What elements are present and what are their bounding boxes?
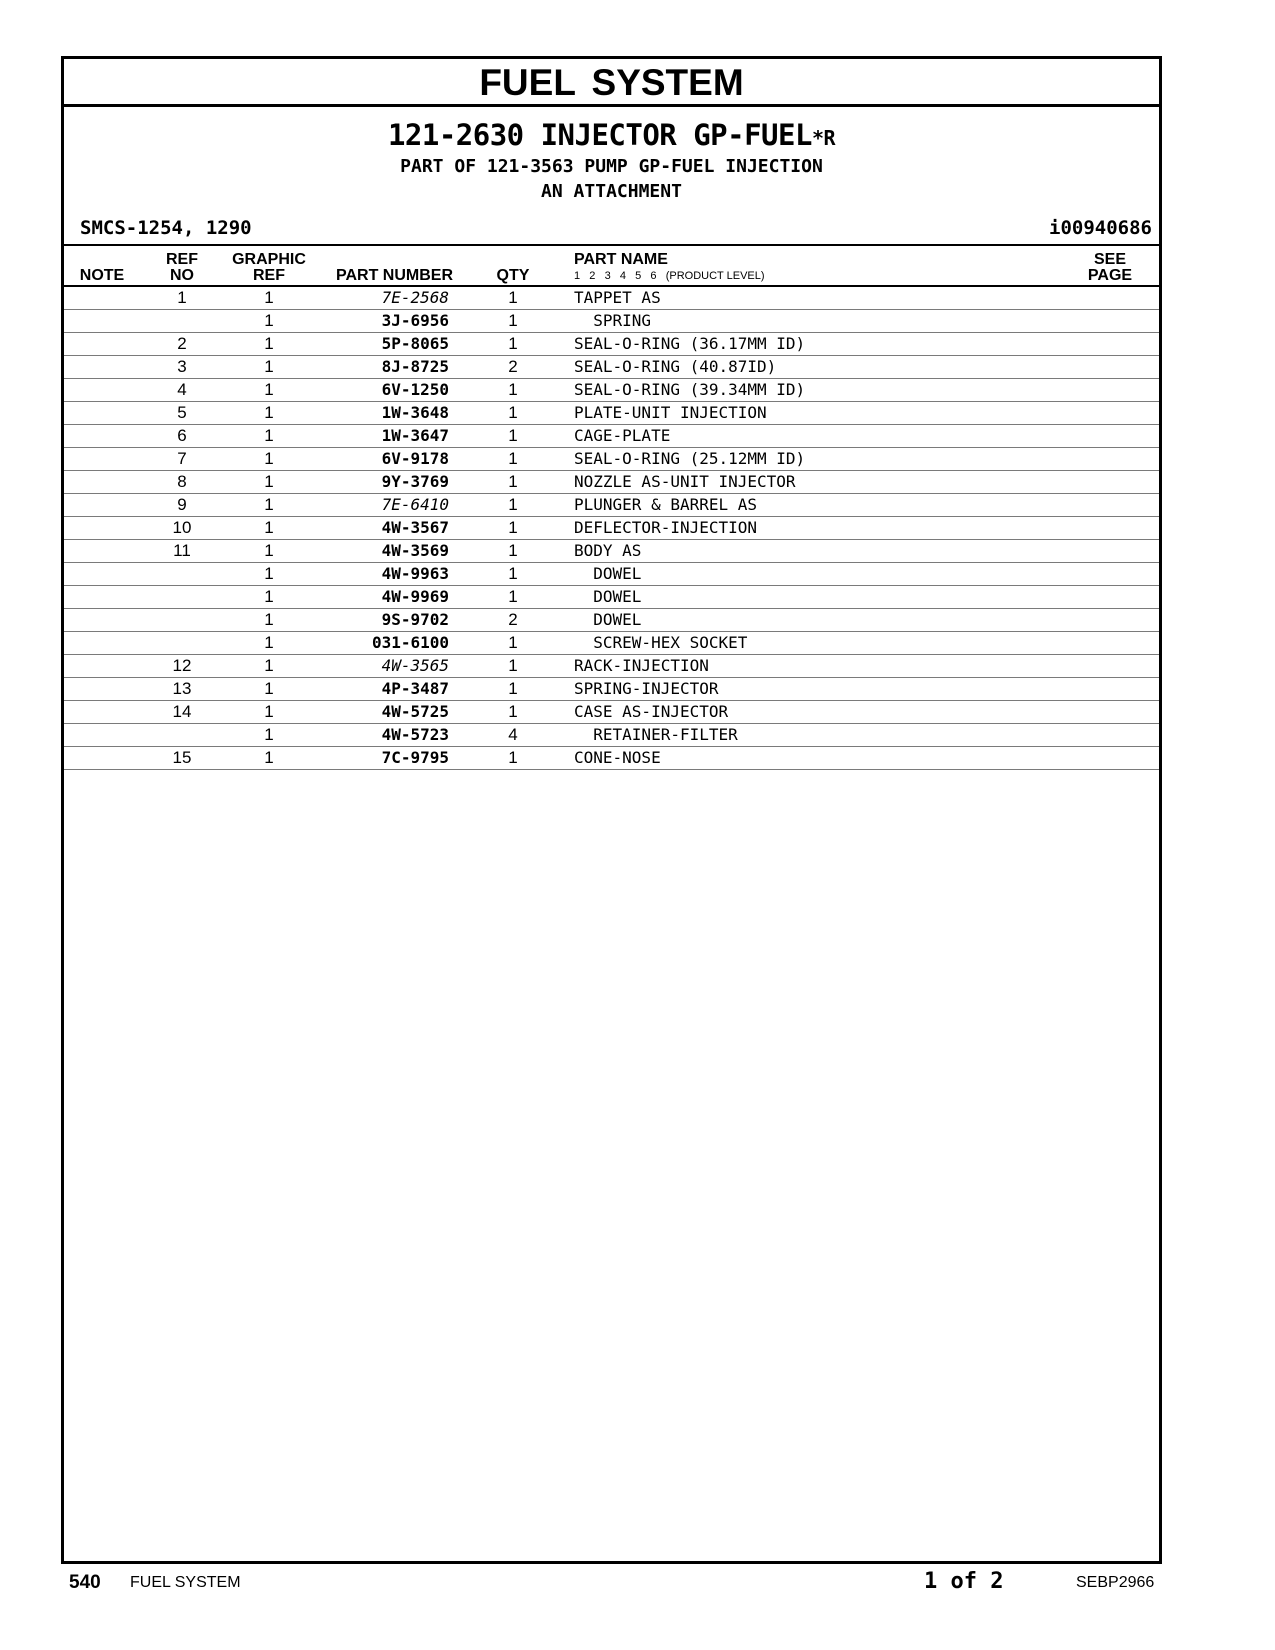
graphic-ref-cell: 1 bbox=[224, 747, 314, 770]
table-row bbox=[64, 402, 1159, 425]
qty-cell: 1 bbox=[463, 425, 563, 448]
note-cell bbox=[64, 655, 140, 678]
part-name-cell: CAGE-PLATE bbox=[563, 425, 1061, 448]
table-row bbox=[64, 310, 1159, 333]
note-cell bbox=[64, 356, 140, 379]
see-page-cell bbox=[1061, 632, 1159, 655]
part-number-cell: 7C-9795 bbox=[314, 747, 463, 770]
group-title-text: 121-2630 INJECTOR GP-FUEL bbox=[387, 118, 812, 152]
graphic-ref-cell: 1 bbox=[224, 517, 314, 540]
part-number-cell: 7E-2568 bbox=[314, 286, 463, 310]
part-name-label: PART NAME bbox=[574, 251, 668, 268]
qty-cell: 1 bbox=[463, 471, 563, 494]
qty-cell: 1 bbox=[463, 563, 563, 586]
part-number-cell: 1W-3648 bbox=[314, 402, 463, 425]
part-name-cell: SPRING bbox=[563, 310, 1061, 333]
graphic-ref-cell: 1 bbox=[224, 402, 314, 425]
header-note: NOTE bbox=[64, 245, 140, 286]
qty-cell: 1 bbox=[463, 517, 563, 540]
attachment-line: AN ATTACHMENT bbox=[541, 181, 682, 202]
table-row bbox=[64, 609, 1159, 632]
publication-number: SEBP2966 bbox=[1076, 1574, 1155, 1591]
part-number-cell: 5P-8065 bbox=[314, 333, 463, 356]
qty-cell: 2 bbox=[463, 609, 563, 632]
graphic-ref-cell: 1 bbox=[224, 701, 314, 724]
see-page-cell bbox=[1061, 379, 1159, 402]
part-number-cell: 6V-9178 bbox=[314, 448, 463, 471]
part-name-cell: SEAL-O-RING (39.34MM ID) bbox=[563, 379, 1061, 402]
part-name-cell: DEFLECTOR-INJECTION bbox=[563, 517, 1061, 540]
see-page-cell bbox=[1061, 586, 1159, 609]
parts-table-body bbox=[64, 286, 1159, 770]
note-cell bbox=[64, 310, 140, 333]
smcs-row bbox=[64, 214, 1159, 244]
graphic-ref-cell: 1 bbox=[224, 609, 314, 632]
note-cell bbox=[64, 402, 140, 425]
part-name-cell: SEAL-O-RING (40.87ID) bbox=[563, 356, 1061, 379]
table-row bbox=[64, 563, 1159, 586]
page-frame bbox=[61, 56, 1162, 1564]
ref-no-cell: 12 bbox=[140, 655, 224, 678]
part-number-cell: 031-6100 bbox=[314, 632, 463, 655]
part-name-cell: PLATE-UNIT INJECTION bbox=[563, 402, 1061, 425]
part-number-cell: 9Y-3769 bbox=[314, 471, 463, 494]
ref-no-cell: 6 bbox=[140, 425, 224, 448]
qty-cell: 1 bbox=[463, 586, 563, 609]
header-graphic-ref: GRAPHIC REF bbox=[224, 245, 314, 286]
part-number-cell: 4W-5725 bbox=[314, 701, 463, 724]
ref-no-cell: 15 bbox=[140, 747, 224, 770]
table-row bbox=[64, 632, 1159, 655]
part-name-cell: RACK-INJECTION bbox=[563, 655, 1061, 678]
graphic-ref-cell: 1 bbox=[224, 333, 314, 356]
part-number-cell: 3J-6956 bbox=[314, 310, 463, 333]
part-name-cell: SEAL-O-RING (36.17MM ID) bbox=[563, 333, 1061, 356]
note-cell bbox=[64, 724, 140, 747]
part-name-cell: TAPPET AS bbox=[563, 286, 1061, 310]
see-page-cell bbox=[1061, 333, 1159, 356]
part-number-cell: 4W-3569 bbox=[314, 540, 463, 563]
see-page-cell bbox=[1061, 655, 1159, 678]
group-title-suffix: *R bbox=[811, 126, 836, 150]
qty-cell: 1 bbox=[463, 655, 563, 678]
table-row bbox=[64, 333, 1159, 356]
ref-no-cell bbox=[140, 310, 224, 333]
header-qty: QTY bbox=[463, 245, 563, 286]
header-part-name bbox=[563, 245, 1061, 286]
see-page-cell bbox=[1061, 494, 1159, 517]
part-name-cell: BODY AS bbox=[563, 540, 1061, 563]
note-cell bbox=[64, 379, 140, 402]
note-cell bbox=[64, 333, 140, 356]
part-name-cell: CASE AS-INJECTOR bbox=[563, 701, 1061, 724]
part-name-cell: DOWEL bbox=[563, 586, 1061, 609]
see-page-cell bbox=[1061, 609, 1159, 632]
see-page-cell bbox=[1061, 356, 1159, 379]
table-row bbox=[64, 517, 1159, 540]
qty-cell: 2 bbox=[463, 356, 563, 379]
part-name-cell: RETAINER-FILTER bbox=[563, 724, 1061, 747]
table-row bbox=[64, 448, 1159, 471]
ref-no-cell bbox=[140, 563, 224, 586]
section-title: FUEL SYSTEM bbox=[64, 59, 1159, 107]
qty-cell: 1 bbox=[463, 333, 563, 356]
part-name-cell: DOWEL bbox=[563, 609, 1061, 632]
qty-cell: 1 bbox=[463, 448, 563, 471]
part-number-cell: 9S-9702 bbox=[314, 609, 463, 632]
graphic-ref-cell: 1 bbox=[224, 310, 314, 333]
see-page-cell bbox=[1061, 724, 1159, 747]
graphic-ref-cell: 1 bbox=[224, 586, 314, 609]
qty-cell: 4 bbox=[463, 724, 563, 747]
note-cell bbox=[64, 517, 140, 540]
part-number-cell: 7E-6410 bbox=[314, 494, 463, 517]
ref-no-cell: 8 bbox=[140, 471, 224, 494]
see-page-cell bbox=[1061, 402, 1159, 425]
note-cell bbox=[64, 425, 140, 448]
qty-cell: 1 bbox=[463, 540, 563, 563]
sheet-indicator: 1 of 2 bbox=[924, 1569, 1004, 1594]
see-page-cell bbox=[1061, 678, 1159, 701]
page-number: 540 bbox=[69, 1572, 101, 1593]
graphic-ref-cell: 1 bbox=[224, 448, 314, 471]
qty-cell: 1 bbox=[463, 632, 563, 655]
note-cell bbox=[64, 609, 140, 632]
parts-table-header bbox=[64, 245, 1159, 286]
part-number-cell: 4P-3487 bbox=[314, 678, 463, 701]
note-cell bbox=[64, 471, 140, 494]
header-part-number: PART NUMBER bbox=[314, 245, 463, 286]
ref-no-cell: 4 bbox=[140, 379, 224, 402]
see-page-cell bbox=[1061, 448, 1159, 471]
table-row bbox=[64, 540, 1159, 563]
part-name-cell: SEAL-O-RING (25.12MM ID) bbox=[563, 448, 1061, 471]
part-number-cell: 4W-9963 bbox=[314, 563, 463, 586]
ref-no-cell: 1 bbox=[140, 286, 224, 310]
part-number-cell: 6V-1250 bbox=[314, 379, 463, 402]
graphic-ref-cell: 1 bbox=[224, 655, 314, 678]
graphic-ref-cell: 1 bbox=[224, 724, 314, 747]
qty-cell: 1 bbox=[463, 286, 563, 310]
see-page-cell bbox=[1061, 701, 1159, 724]
see-page-cell bbox=[1061, 517, 1159, 540]
parts-table bbox=[64, 244, 1159, 770]
table-row bbox=[64, 425, 1159, 448]
ref-no-cell: 13 bbox=[140, 678, 224, 701]
part-number-cell: 1W-3647 bbox=[314, 425, 463, 448]
qty-cell: 1 bbox=[463, 402, 563, 425]
note-cell bbox=[64, 494, 140, 517]
graphic-ref-cell: 1 bbox=[224, 632, 314, 655]
ref-no-cell bbox=[140, 632, 224, 655]
see-page-cell bbox=[1061, 286, 1159, 310]
smcs-code: SMCS-1254, 1290 bbox=[80, 217, 252, 239]
part-number-cell: 4W-3567 bbox=[314, 517, 463, 540]
table-row bbox=[64, 286, 1159, 310]
graphic-ref-cell: 1 bbox=[224, 678, 314, 701]
note-cell bbox=[64, 701, 140, 724]
qty-cell: 1 bbox=[463, 310, 563, 333]
product-level-scale: 1 2 3 4 5 6 (PRODUCT LEVEL) bbox=[574, 270, 765, 282]
ref-no-cell bbox=[140, 586, 224, 609]
ref-no-cell bbox=[140, 724, 224, 747]
table-row bbox=[64, 494, 1159, 517]
table-row bbox=[64, 724, 1159, 747]
qty-cell: 1 bbox=[463, 678, 563, 701]
qty-cell: 1 bbox=[463, 379, 563, 402]
note-cell bbox=[64, 540, 140, 563]
part-name-cell: SPRING-INJECTOR bbox=[563, 678, 1061, 701]
part-number-cell: 4W-9969 bbox=[314, 586, 463, 609]
ref-no-cell: 11 bbox=[140, 540, 224, 563]
graphic-ref-cell: 1 bbox=[224, 494, 314, 517]
ref-no-cell bbox=[140, 609, 224, 632]
header-ref-no: REF NO bbox=[140, 245, 224, 286]
header-see-page: SEE PAGE bbox=[1061, 245, 1159, 286]
ref-no-cell: 2 bbox=[140, 333, 224, 356]
qty-cell: 1 bbox=[463, 494, 563, 517]
graphic-ref-cell: 1 bbox=[224, 425, 314, 448]
note-cell bbox=[64, 632, 140, 655]
ref-no-cell: 14 bbox=[140, 701, 224, 724]
table-row bbox=[64, 655, 1159, 678]
table-row bbox=[64, 471, 1159, 494]
group-title bbox=[64, 119, 1159, 154]
note-cell bbox=[64, 563, 140, 586]
ref-no-cell: 9 bbox=[140, 494, 224, 517]
table-row bbox=[64, 356, 1159, 379]
part-number-cell: 4W-5723 bbox=[314, 724, 463, 747]
part-name-cell: SCREW-HEX SOCKET bbox=[563, 632, 1061, 655]
see-page-cell bbox=[1061, 310, 1159, 333]
table-row bbox=[64, 586, 1159, 609]
graphic-ref-cell: 1 bbox=[224, 471, 314, 494]
note-cell bbox=[64, 286, 140, 310]
table-row bbox=[64, 701, 1159, 724]
part-name-cell: CONE-NOSE bbox=[563, 747, 1061, 770]
graphic-ref-cell: 1 bbox=[224, 379, 314, 402]
ref-no-cell: 3 bbox=[140, 356, 224, 379]
part-number-cell: 8J-8725 bbox=[314, 356, 463, 379]
note-cell bbox=[64, 448, 140, 471]
graphic-ref-cell: 1 bbox=[224, 540, 314, 563]
graphic-ref-cell: 1 bbox=[224, 563, 314, 586]
see-page-cell bbox=[1061, 563, 1159, 586]
part-name-cell: NOZZLE AS-UNIT INJECTOR bbox=[563, 471, 1061, 494]
qty-cell: 1 bbox=[463, 747, 563, 770]
see-page-cell bbox=[1061, 471, 1159, 494]
part-name-cell: PLUNGER & BARREL AS bbox=[563, 494, 1061, 517]
see-page-cell bbox=[1061, 540, 1159, 563]
page-footer bbox=[0, 1568, 1275, 1608]
qty-cell: 1 bbox=[463, 701, 563, 724]
ref-no-cell: 5 bbox=[140, 402, 224, 425]
graphic-ref-cell: 1 bbox=[224, 286, 314, 310]
see-page-cell bbox=[1061, 425, 1159, 448]
footer-section: FUEL SYSTEM bbox=[130, 1574, 241, 1591]
part-name-cell: DOWEL bbox=[563, 563, 1061, 586]
table-row bbox=[64, 747, 1159, 770]
table-row bbox=[64, 678, 1159, 701]
note-cell bbox=[64, 586, 140, 609]
illustration-id: i00940686 bbox=[1049, 217, 1152, 239]
table-row bbox=[64, 379, 1159, 402]
part-number-cell: 4W-3565 bbox=[314, 655, 463, 678]
ref-no-cell: 7 bbox=[140, 448, 224, 471]
part-of-line: PART OF 121-3563 PUMP GP-FUEL INJECTION bbox=[400, 156, 823, 177]
ref-no-cell: 10 bbox=[140, 517, 224, 540]
note-cell bbox=[64, 747, 140, 770]
see-page-cell bbox=[1061, 747, 1159, 770]
note-cell bbox=[64, 678, 140, 701]
graphic-ref-cell: 1 bbox=[224, 356, 314, 379]
